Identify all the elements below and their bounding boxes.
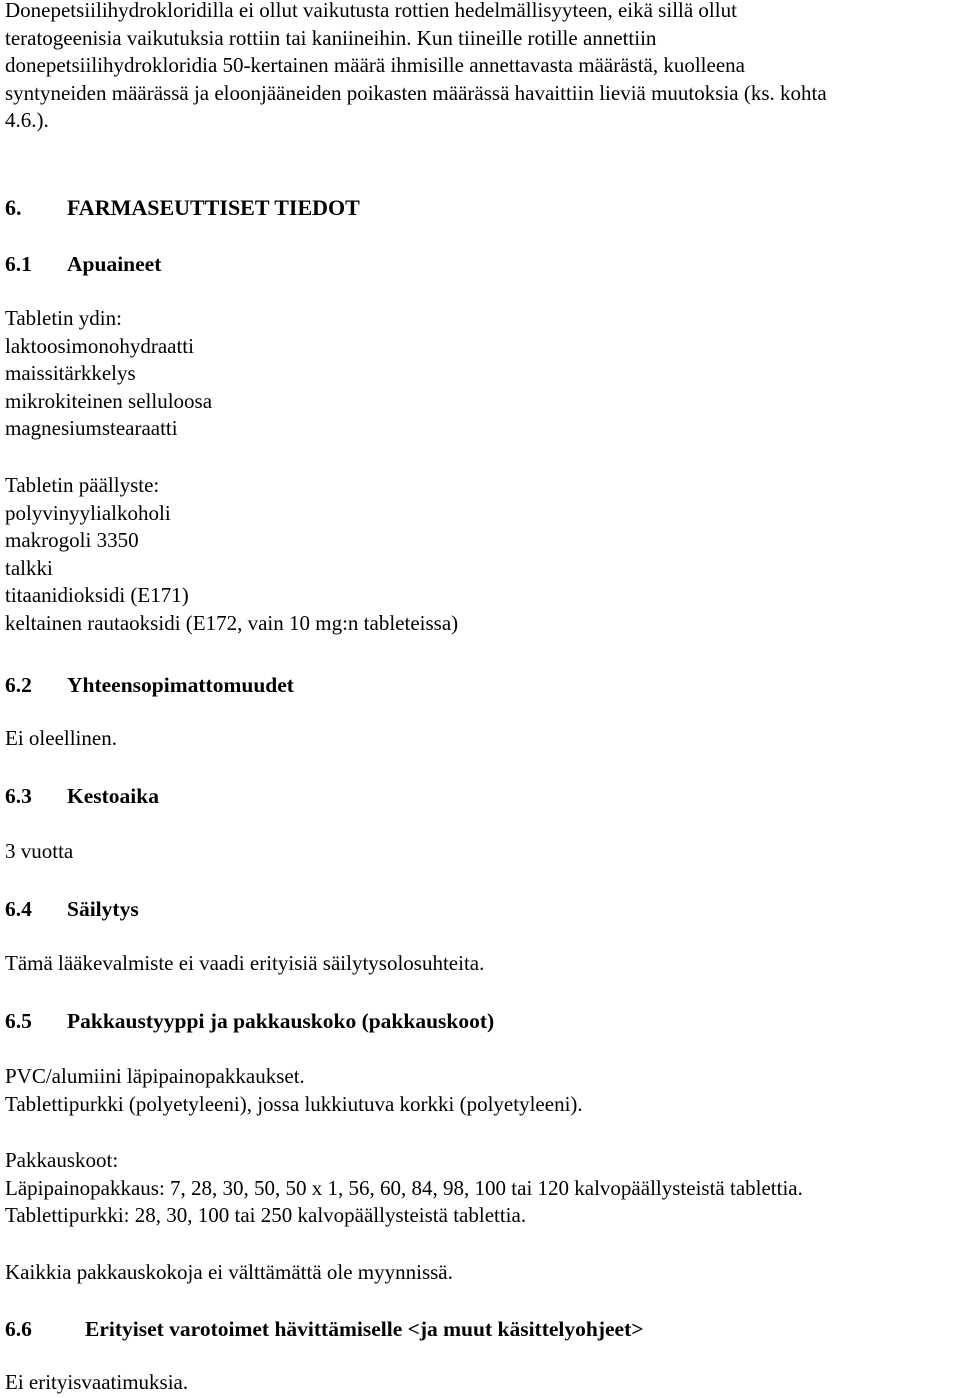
section-title: Säilytys bbox=[67, 897, 139, 921]
section-title: Yhteensopimattomuudet bbox=[67, 673, 294, 697]
intro-line: syntyneiden määrässä ja eloonjääneiden poikasten määrässä havaittiin lieviä muutoksia (ks. kohta bbox=[5, 80, 827, 105]
list-item: makrogoli 3350 bbox=[5, 528, 139, 552]
section-title: Erityiset varotoimet hävittämiselle <ja muut käsittelyohjeet> bbox=[85, 1317, 644, 1341]
list-item: mikrokiteinen selluloosa bbox=[5, 388, 213, 413]
section-6-6-heading bbox=[5, 1316, 644, 1344]
section-number: 6. bbox=[5, 195, 22, 220]
section-6-2-text: Ei oleellinen. bbox=[5, 726, 117, 750]
tablet-coating-list bbox=[5, 472, 458, 637]
list-label: Pakkauskoot: bbox=[5, 1148, 119, 1172]
section-6-5-heading bbox=[5, 1008, 494, 1036]
package-size-line: Läpipainopakkaus: 7, 28, 30, 50, 50 x 1, 56, 60, 84, 98, 100 tai 120 kalvopäällysteistä tablettia. bbox=[5, 1175, 803, 1200]
list-item: talkki bbox=[5, 555, 53, 580]
intro-line: 4.6.). bbox=[5, 108, 49, 132]
section-6-heading bbox=[5, 194, 360, 222]
section-6-4-heading bbox=[5, 896, 139, 924]
package-line: Tablettipurkki (polyetyleeni), jossa lukkiutuva korkki (polyetyleeni). bbox=[5, 1091, 583, 1116]
list-item: polyvinyylialkoholi bbox=[5, 500, 171, 525]
list-item: keltainen rautaoksidi (E172, vain 10 mg:n tableteissa) bbox=[5, 610, 459, 635]
section-6-2-heading bbox=[5, 672, 294, 700]
list-item: titaanidioksidi (E171) bbox=[5, 583, 189, 607]
section-6-3-heading bbox=[5, 783, 159, 811]
list-item: laktoosimonohydraatti bbox=[5, 333, 194, 358]
package-sizes bbox=[5, 1147, 803, 1230]
section-title: Pakkaustyyppi ja pakkauskoko (pakkauskoot) bbox=[67, 1009, 495, 1033]
intro-line: Donepetsiilihydrokloridilla ei ollut vaikutusta rottien hedelmällisyyteen, eikä sillä ollut bbox=[5, 0, 737, 22]
section-number: 6.4 bbox=[5, 897, 32, 921]
availability-note: Kaikkia pakkauskokoja ei välttämättä ole myynnissä. bbox=[5, 1260, 453, 1284]
section-6-3-text: 3 vuotta bbox=[5, 839, 74, 863]
section-6-6-text: Ei erityisvaatimuksia. bbox=[5, 1370, 189, 1394]
intro-paragraph bbox=[5, 0, 827, 135]
intro-line: donepetsiilihydrokloridia 50-kertainen määrä ihmisille annettavasta määrästä, kuolleena bbox=[5, 53, 745, 77]
section-number: 6.2 bbox=[5, 673, 32, 697]
section-6-1-heading bbox=[5, 251, 161, 279]
section-number: 6.5 bbox=[5, 1009, 32, 1033]
section-title: FARMASEUTTISET TIEDOT bbox=[67, 195, 360, 220]
section-6-4-text: Tämä lääkevalmiste ei vaadi erityisiä säilytysolosuhteita. bbox=[5, 951, 485, 975]
package-line: PVC/alumiini läpipainopakkaukset. bbox=[5, 1064, 305, 1088]
section-title: Kestoaika bbox=[67, 784, 159, 808]
section-number: 6.3 bbox=[5, 784, 32, 808]
list-item: magnesiumstearaatti bbox=[5, 416, 178, 440]
list-item: maissitärkkelys bbox=[5, 361, 136, 385]
list-label: Tabletin päällyste: bbox=[5, 473, 160, 497]
section-title: Apuaineet bbox=[67, 252, 162, 276]
section-number: 6.1 bbox=[5, 252, 32, 276]
section-number: 6.6 bbox=[5, 1317, 32, 1341]
package-size-line: Tablettipurkki: 28, 30, 100 tai 250 kalvopäällysteistä tablettia. bbox=[5, 1203, 527, 1227]
package-types bbox=[5, 1063, 583, 1118]
list-label: Tabletin ydin: bbox=[5, 306, 122, 330]
intro-line: teratogeenisia vaikutuksia rottiin tai kaniineihin. Kun tiineille rotille annettiin bbox=[5, 25, 657, 50]
tablet-core-list bbox=[5, 305, 212, 443]
